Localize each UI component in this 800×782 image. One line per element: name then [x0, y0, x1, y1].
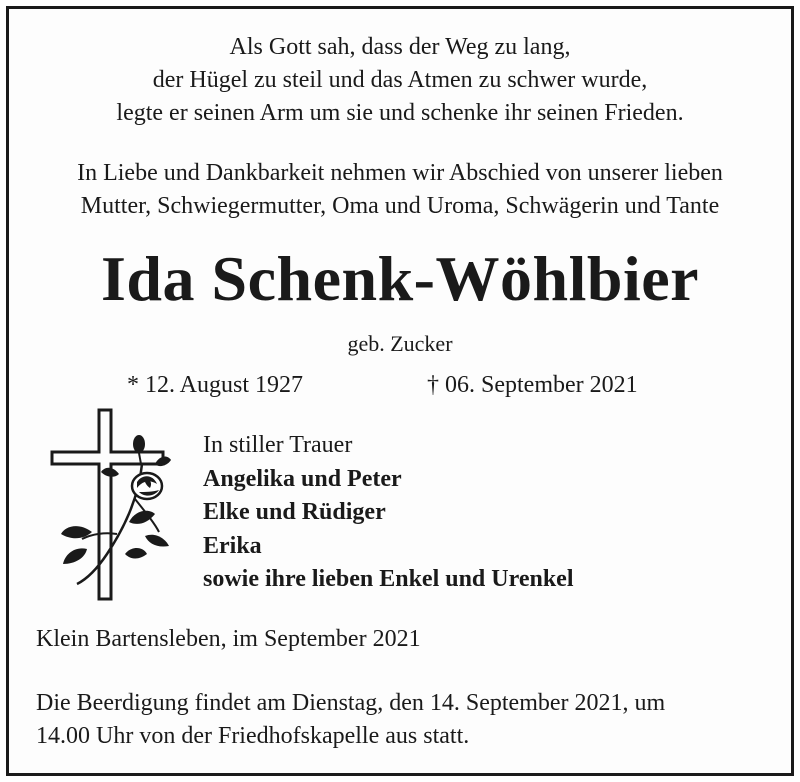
deceased-name: Ida Schenk-Wöhlbier — [100, 243, 700, 314]
place-date: Klein Bartensleben, im September 2021 — [36, 626, 421, 652]
birth-date: * 12. August 1927 — [127, 372, 304, 398]
poem-line: der Hügel zu steil und das Atmen zu schwer wurde, — [152, 67, 648, 93]
intro-line: Mutter, Schwiegermutter, Oma und Uroma, Schwägerin und Tante — [80, 193, 720, 219]
mourner-name: Elke und Rüdiger — [203, 499, 386, 525]
poem — [9, 31, 791, 130]
death-date: † 06. September 2021 — [427, 372, 638, 398]
intro-text — [9, 157, 791, 223]
funeral-notice — [36, 687, 776, 753]
mourner-name: Angelika und Peter — [203, 465, 402, 492]
mourner-name: Erika — [203, 532, 262, 559]
mourners-intro: In stiller Trauer — [203, 432, 353, 458]
funeral-line: 14.00 Uhr von der Friedhofskapelle aus statt. — [36, 723, 470, 749]
intro-line: In Liebe und Dankbarkeit nehmen wir Abschied von unserer lieben — [77, 160, 723, 186]
funeral-line: Die Beerdigung findet am Dienstag, den 14. September 2021, um — [36, 690, 666, 716]
obituary-frame — [6, 6, 794, 776]
poem-line: Als Gott sah, dass der Weg zu lang, — [229, 34, 571, 60]
cross-with-rose-icon — [47, 404, 177, 604]
mourners-block — [203, 429, 574, 597]
mourner-name: sowie ihre lieben Enkel und Urenkel — [203, 566, 574, 592]
poem-line: legte er seinen Arm um sie und schenke ihr seinen Frieden. — [116, 100, 684, 126]
maiden-name: geb. Zucker — [347, 331, 453, 356]
